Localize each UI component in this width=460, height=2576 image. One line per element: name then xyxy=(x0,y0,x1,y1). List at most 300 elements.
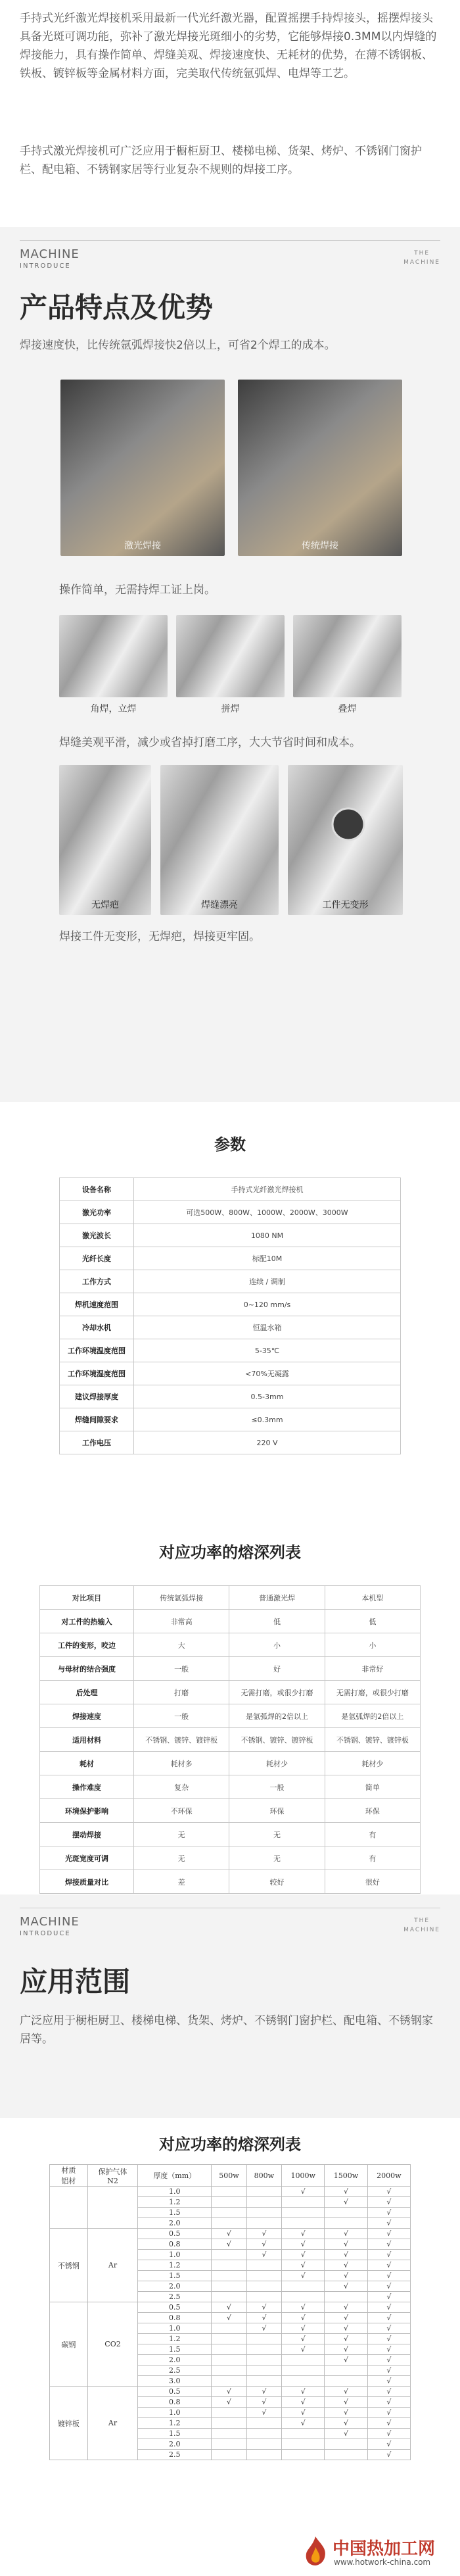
depth-check xyxy=(212,2208,246,2218)
depth-check xyxy=(325,2376,367,2387)
param-value: 手持式光纤激光焊接机 xyxy=(134,1178,401,1201)
param-value: 5-35℃ xyxy=(134,1339,401,1362)
compare-cell: 好 xyxy=(229,1657,325,1681)
depth-check: √ xyxy=(246,2397,281,2408)
compare-row-label: 光斑宽度可调 xyxy=(40,1846,134,1870)
compare-header-cell: 普通激光焊 xyxy=(229,1586,325,1610)
compare-header-cell: 对比项目 xyxy=(40,1586,134,1610)
param-value: 恒温水箱 xyxy=(134,1316,401,1339)
traditional-welding-caption: 传统焊接 xyxy=(302,541,338,551)
compare-row-label: 工件的变形，咬边 xyxy=(40,1633,134,1657)
depth-check xyxy=(212,2429,246,2439)
depth-check: √ xyxy=(212,2229,246,2239)
logo-url: www.hotwork-china.com xyxy=(334,2558,431,2567)
param-value: 220 V xyxy=(134,1431,401,1454)
machine-right-label-1: THE xyxy=(414,250,430,257)
depth-thickness: 2.0 xyxy=(138,2281,212,2292)
depth-thickness: 2.5 xyxy=(138,2450,212,2460)
depth-check: √ xyxy=(367,2208,410,2218)
compare-cell: 无 xyxy=(134,1823,229,1846)
depth-check xyxy=(212,2250,246,2260)
machine-sub-label: INTRODUCE xyxy=(20,262,71,270)
application-title: 应用范围 xyxy=(20,1966,131,1998)
depth-check xyxy=(282,2197,325,2208)
compare-header-cell: 传统氩弧焊接 xyxy=(134,1586,229,1610)
no-deformation-photo xyxy=(288,765,403,915)
param-value: 连续 / 调制 xyxy=(134,1270,401,1293)
compare-row xyxy=(40,1846,421,1870)
depth-row xyxy=(50,2387,411,2397)
params-title: 参数 xyxy=(214,1135,246,1154)
compare-cell: 无需打磨，或很少打磨 xyxy=(325,1681,420,1704)
depth-thickness: 1.2 xyxy=(138,2197,212,2208)
depth-check: √ xyxy=(246,2323,281,2334)
depth-thickness: 2.0 xyxy=(138,2355,212,2365)
no-scar-photo xyxy=(59,765,151,915)
param-value: <70%无凝露 xyxy=(134,1362,401,1385)
depth-thickness: 0.5 xyxy=(138,2229,212,2239)
param-value: 标配10M xyxy=(134,1247,401,1270)
depth-check: √ xyxy=(367,2292,410,2302)
depth-gas: Ar xyxy=(87,2387,137,2460)
depth-check: √ xyxy=(367,2313,410,2323)
params-row xyxy=(60,1362,401,1385)
depth-check xyxy=(212,2197,246,2208)
traditional-welding-photo xyxy=(238,380,402,556)
depth-check xyxy=(282,2365,325,2376)
depth-row xyxy=(50,2187,411,2197)
depth-check xyxy=(246,2344,281,2355)
compare-row xyxy=(40,1704,421,1728)
param-value: 0.5-3mm xyxy=(134,1385,401,1408)
depth-check: √ xyxy=(282,2313,325,2323)
depth-check: √ xyxy=(325,2281,367,2292)
depth-check xyxy=(246,2271,281,2281)
depth-check: √ xyxy=(282,2239,325,2250)
depth-check xyxy=(246,2439,281,2450)
depth-check xyxy=(212,2334,246,2344)
depth-check: √ xyxy=(282,2229,325,2239)
depth-thickness: 1.0 xyxy=(138,2408,212,2418)
depth-check xyxy=(246,2334,281,2344)
compare-header-cell: 本机型 xyxy=(325,1586,420,1610)
depth-check: √ xyxy=(282,2271,325,2281)
machine-label: MACHINE xyxy=(20,247,80,261)
smooth-seam-caption: 焊缝漂亮 xyxy=(201,900,238,910)
features-title: 产品特点及优势 xyxy=(20,291,214,324)
depth-check: √ xyxy=(212,2313,246,2323)
splice-weld-caption: 拼焊 xyxy=(221,704,240,714)
depth-check: √ xyxy=(367,2187,410,2197)
param-key: 焊缝间隙要求 xyxy=(60,1408,134,1431)
depth-check: √ xyxy=(282,2250,325,2260)
compare-row-label: 摆动焊接 xyxy=(40,1823,134,1846)
depth-thickness: 1.0 xyxy=(138,2323,212,2334)
depth-check xyxy=(212,2439,246,2450)
depth-check: √ xyxy=(367,2271,410,2281)
compare-row xyxy=(40,1681,421,1704)
depth-thickness: 2.5 xyxy=(138,2292,212,2302)
depth-check: √ xyxy=(325,2408,367,2418)
depth-check xyxy=(282,2450,325,2460)
depth-check: √ xyxy=(367,2302,410,2313)
params-row xyxy=(60,1316,401,1339)
depth-table xyxy=(49,2164,411,2460)
depth-check: √ xyxy=(367,2376,410,2387)
compare-row xyxy=(40,1633,421,1657)
depth-check xyxy=(212,2450,246,2460)
logo-text: 中国热加工网 xyxy=(333,2539,436,2559)
corner-weld-photo xyxy=(59,615,168,697)
depth-check: √ xyxy=(367,2397,410,2408)
depth-check: √ xyxy=(367,2239,410,2250)
depth-check: √ xyxy=(325,2429,367,2439)
sink-hole-icon xyxy=(329,805,368,844)
depth-gas xyxy=(87,2187,137,2229)
depth-check: √ xyxy=(282,2408,325,2418)
depth-check xyxy=(246,2365,281,2376)
depth-thickness: 0.5 xyxy=(138,2387,212,2397)
depth-check: √ xyxy=(367,2344,410,2355)
params-row xyxy=(60,1385,401,1408)
application-header-bar xyxy=(20,1908,440,1948)
depth-check: √ xyxy=(367,2218,410,2229)
compare-cell: 一般 xyxy=(134,1704,229,1728)
depth-header-cell: 1500w xyxy=(325,2165,367,2187)
lap-weld-photo xyxy=(293,615,402,697)
compare-cell: 耗材多 xyxy=(134,1752,229,1775)
depth-check: √ xyxy=(325,2302,367,2313)
depth-check xyxy=(212,2260,246,2271)
params-row xyxy=(60,1224,401,1247)
compare-cell: 环保 xyxy=(325,1799,420,1823)
compare-cell: 低 xyxy=(229,1610,325,1633)
depth-check xyxy=(212,2281,246,2292)
depth-check: √ xyxy=(367,2418,410,2429)
depth-check: √ xyxy=(367,2260,410,2271)
machine-right-label-2: MACHINE xyxy=(403,259,440,266)
compare-cell: 无 xyxy=(229,1846,325,1870)
depth-check: √ xyxy=(246,2408,281,2418)
params-row xyxy=(60,1178,401,1201)
compare-row-label: 对工件的热输入 xyxy=(40,1610,134,1633)
compare-row-label: 环境保护影响 xyxy=(40,1799,134,1823)
compare-row-label: 适用材料 xyxy=(40,1728,134,1752)
machine-right-label-1: THE xyxy=(414,1918,430,1924)
application-section xyxy=(0,1895,460,2118)
machine-right-label-2: MACHINE xyxy=(403,1927,440,1933)
compare-row xyxy=(40,1728,421,1752)
params-row xyxy=(60,1293,401,1316)
depth-check xyxy=(246,2281,281,2292)
compare-row-label: 后处理 xyxy=(40,1681,134,1704)
param-value: 1080 NM xyxy=(134,1224,401,1247)
depth-header-cell: 2000w xyxy=(367,2165,410,2187)
compare-cell: 有 xyxy=(325,1823,420,1846)
compare-row xyxy=(40,1799,421,1823)
depth-thickness: 1.2 xyxy=(138,2334,212,2344)
depth-check xyxy=(282,2429,325,2439)
compare-cell: 无 xyxy=(134,1846,229,1870)
depth-check: √ xyxy=(282,2302,325,2313)
param-key: 焊机速度范围 xyxy=(60,1293,134,1316)
laser-welding-photo xyxy=(60,380,225,556)
laser-welding-caption: 激光焊接 xyxy=(124,541,161,551)
depth-check xyxy=(212,2408,246,2418)
compare-cell: 低 xyxy=(325,1610,420,1633)
compare-row xyxy=(40,1823,421,1846)
depth-check xyxy=(246,2260,281,2271)
lap-weld-caption: 叠焊 xyxy=(338,704,357,714)
depth-check xyxy=(212,2292,246,2302)
param-key: 工作环境湿度范围 xyxy=(60,1362,134,1385)
depth-check: √ xyxy=(282,2397,325,2408)
depth-check: √ xyxy=(212,2387,246,2397)
param-key: 激光波长 xyxy=(60,1224,134,1247)
no-deformation-caption: 工件无变形 xyxy=(322,900,369,910)
depth-check xyxy=(282,2439,325,2450)
depth-title: 对应功率的熔深列表 xyxy=(159,2135,301,2154)
compare-title: 对应功率的熔深列表 xyxy=(159,1543,301,1562)
depth-header-cell: 1000w xyxy=(282,2165,325,2187)
compare-cell: 是氩弧焊的2倍以上 xyxy=(229,1704,325,1728)
depth-check xyxy=(282,2218,325,2229)
depth-material: 镀锌板 xyxy=(50,2387,88,2460)
depth-material: 不锈钢 xyxy=(50,2229,88,2302)
corner-weld-caption: 角焊，立焊 xyxy=(90,704,137,714)
easy-operation-text: 操作简单，无需持焊工证上岗。 xyxy=(59,583,216,597)
depth-check: √ xyxy=(325,2334,367,2344)
params-row xyxy=(60,1339,401,1362)
param-key: 工作方式 xyxy=(60,1270,134,1293)
params-row xyxy=(60,1408,401,1431)
depth-check xyxy=(325,2365,367,2376)
compare-cell: 小 xyxy=(229,1633,325,1657)
depth-check xyxy=(212,2355,246,2365)
compare-cell: 不锈钢、镀锌、镀锌板 xyxy=(134,1728,229,1752)
depth-check xyxy=(246,2187,281,2197)
depth-check: √ xyxy=(212,2239,246,2250)
depth-check xyxy=(282,2208,325,2218)
beauty-text: 焊缝美观平滑，减少或省掉打磨工序，大大节省时间和成本。 xyxy=(59,736,361,749)
depth-check xyxy=(212,2418,246,2429)
depth-check: √ xyxy=(325,2239,367,2250)
depth-check: √ xyxy=(325,2418,367,2429)
depth-check xyxy=(246,2218,281,2229)
depth-thickness: 1.0 xyxy=(138,2187,212,2197)
depth-check: √ xyxy=(325,2197,367,2208)
depth-thickness: 2.0 xyxy=(138,2218,212,2229)
speed-text: 焊接速度快，比传统氩弧焊接快2倍以上，可省2个焊工的成本。 xyxy=(20,339,336,352)
compare-row xyxy=(40,1752,421,1775)
compare-table xyxy=(39,1585,421,1894)
depth-check xyxy=(212,2344,246,2355)
depth-thickness: 1.5 xyxy=(138,2429,212,2439)
depth-check xyxy=(212,2365,246,2376)
depth-header-cell: 保护气体 N2 xyxy=(87,2165,137,2187)
depth-check: √ xyxy=(282,2323,325,2334)
compare-cell: 简单 xyxy=(325,1775,420,1799)
depth-check xyxy=(246,2292,281,2302)
depth-check: √ xyxy=(367,2355,410,2365)
compare-cell: 一般 xyxy=(229,1775,325,1799)
compare-cell: 打磨 xyxy=(134,1681,229,1704)
param-key: 工作环境温度范围 xyxy=(60,1339,134,1362)
depth-header-cell: 厚度（mm） xyxy=(138,2165,212,2187)
depth-check: √ xyxy=(367,2408,410,2418)
depth-check xyxy=(246,2376,281,2387)
depth-thickness: 0.8 xyxy=(138,2239,212,2250)
depth-check: √ xyxy=(325,2260,367,2271)
depth-check xyxy=(325,2292,367,2302)
compare-row xyxy=(40,1775,421,1799)
smooth-seam-photo xyxy=(160,765,279,915)
depth-header-cell: 500w xyxy=(212,2165,246,2187)
depth-thickness: 1.2 xyxy=(138,2260,212,2271)
depth-check xyxy=(282,2376,325,2387)
depth-check: √ xyxy=(325,2229,367,2239)
depth-check: √ xyxy=(367,2323,410,2334)
compare-row-label: 焊接质量对比 xyxy=(40,1870,134,1894)
depth-check xyxy=(212,2323,246,2334)
compare-cell: 较好 xyxy=(229,1870,325,1894)
compare-row xyxy=(40,1870,421,1894)
depth-header-cell: 材质 铝材 xyxy=(50,2165,88,2187)
depth-check xyxy=(246,2197,281,2208)
depth-check: √ xyxy=(367,2439,410,2450)
param-key: 工作电压 xyxy=(60,1431,134,1454)
depth-row xyxy=(50,2229,411,2239)
params-row xyxy=(60,1431,401,1454)
compare-cell: 差 xyxy=(134,1870,229,1894)
depth-check: √ xyxy=(282,2260,325,2271)
depth-thickness: 3.0 xyxy=(138,2376,212,2387)
compare-cell: 不锈钢、镀锌、镀锌板 xyxy=(229,1728,325,1752)
depth-check xyxy=(212,2187,246,2197)
param-key: 设备名称 xyxy=(60,1178,134,1201)
compare-cell: 复杂 xyxy=(134,1775,229,1799)
compare-cell: 小 xyxy=(325,1633,420,1657)
param-value: ≤0.3mm xyxy=(134,1408,401,1431)
depth-thickness: 1.5 xyxy=(138,2208,212,2218)
depth-check xyxy=(246,2208,281,2218)
depth-check xyxy=(325,2208,367,2218)
depth-check xyxy=(212,2376,246,2387)
depth-check: √ xyxy=(325,2250,367,2260)
site-logo xyxy=(301,2534,452,2571)
depth-thickness: 0.8 xyxy=(138,2313,212,2323)
depth-check: √ xyxy=(246,2387,281,2397)
depth-check: √ xyxy=(367,2429,410,2439)
depth-check: √ xyxy=(325,2313,367,2323)
no-scar-caption: 无焊疤 xyxy=(91,900,119,910)
depth-check: √ xyxy=(325,2323,367,2334)
depth-row xyxy=(50,2302,411,2313)
compare-cell: 耗材少 xyxy=(229,1752,325,1775)
depth-check: √ xyxy=(367,2197,410,2208)
depth-check xyxy=(246,2429,281,2439)
machine-label: MACHINE xyxy=(20,1915,80,1929)
intro-paragraph-1: 手持式光纤激光焊接机采用最新一代光纤激光器，配置摇摆手持焊接头，摇摆焊接头具备光斑可调功能，弥补了激光焊接光斑细小的劣势，它能够焊接0.3MM以内焊缝的焊接能力，具有操作简单、焊缝美观、焊接速度快、无耗材的优势，在薄不锈钢板、铁板、镀锌板等金属材料方面，完美取代传统氩弧焊、电焊等工艺。 xyxy=(20,12,437,80)
depth-check xyxy=(212,2271,246,2281)
depth-check: √ xyxy=(246,2239,281,2250)
depth-header-cell: 800w xyxy=(246,2165,281,2187)
params-row xyxy=(60,1270,401,1293)
depth-material: 碳钢 xyxy=(50,2302,88,2387)
depth-check xyxy=(282,2355,325,2365)
params-table xyxy=(59,1177,401,1454)
depth-check xyxy=(282,2292,325,2302)
depth-check: √ xyxy=(367,2334,410,2344)
depth-thickness: 1.2 xyxy=(138,2418,212,2429)
depth-check: √ xyxy=(325,2271,367,2281)
compare-cell: 大 xyxy=(134,1633,229,1657)
depth-check: √ xyxy=(282,2334,325,2344)
section-header-bar xyxy=(20,240,440,280)
compare-cell: 一般 xyxy=(134,1657,229,1681)
depth-check: √ xyxy=(367,2250,410,2260)
depth-check: √ xyxy=(246,2302,281,2313)
compare-row-label: 耗材 xyxy=(40,1752,134,1775)
depth-thickness: 1.5 xyxy=(138,2271,212,2281)
param-key: 光纤长度 xyxy=(60,1247,134,1270)
depth-check xyxy=(282,2281,325,2292)
compare-cell: 不锈钢、镀锌、镀锌板 xyxy=(325,1728,420,1752)
depth-check xyxy=(325,2439,367,2450)
depth-check xyxy=(212,2218,246,2229)
depth-check: √ xyxy=(325,2344,367,2355)
depth-check: √ xyxy=(367,2450,410,2460)
depth-check: √ xyxy=(325,2355,367,2365)
param-value: 0~120 mm/s xyxy=(134,1293,401,1316)
depth-thickness: 1.0 xyxy=(138,2250,212,2260)
depth-check: √ xyxy=(212,2397,246,2408)
compare-row xyxy=(40,1610,421,1633)
depth-thickness: 0.8 xyxy=(138,2397,212,2408)
compare-row-label: 操作难度 xyxy=(40,1775,134,1799)
depth-thickness: 2.0 xyxy=(138,2439,212,2450)
depth-check: √ xyxy=(367,2281,410,2292)
depth-thickness: 1.5 xyxy=(138,2344,212,2355)
depth-check: √ xyxy=(325,2387,367,2397)
depth-check: √ xyxy=(246,2229,281,2239)
compare-cell: 无需打磨，或很少打磨 xyxy=(229,1681,325,1704)
compare-cell: 很好 xyxy=(325,1870,420,1894)
intro-section xyxy=(0,0,460,217)
depth-check xyxy=(325,2450,367,2460)
depth-material xyxy=(50,2187,88,2229)
compare-cell: 非常好 xyxy=(325,1657,420,1681)
depth-check: √ xyxy=(325,2187,367,2197)
depth-check xyxy=(325,2218,367,2229)
machine-sub-label: INTRODUCE xyxy=(20,1930,71,1937)
params-row xyxy=(60,1247,401,1270)
depth-check xyxy=(246,2355,281,2365)
depth-check: √ xyxy=(246,2313,281,2323)
depth-thickness: 2.5 xyxy=(138,2365,212,2376)
param-key: 激光功率 xyxy=(60,1201,134,1224)
compare-cell: 非常高 xyxy=(134,1610,229,1633)
depth-thickness: 0.5 xyxy=(138,2302,212,2313)
depth-check: √ xyxy=(282,2418,325,2429)
compare-cell: 不环保 xyxy=(134,1799,229,1823)
depth-check: √ xyxy=(212,2302,246,2313)
depth-check: √ xyxy=(246,2250,281,2260)
depth-check: √ xyxy=(367,2387,410,2397)
depth-check xyxy=(246,2450,281,2460)
depth-check xyxy=(246,2418,281,2429)
depth-check: √ xyxy=(282,2387,325,2397)
